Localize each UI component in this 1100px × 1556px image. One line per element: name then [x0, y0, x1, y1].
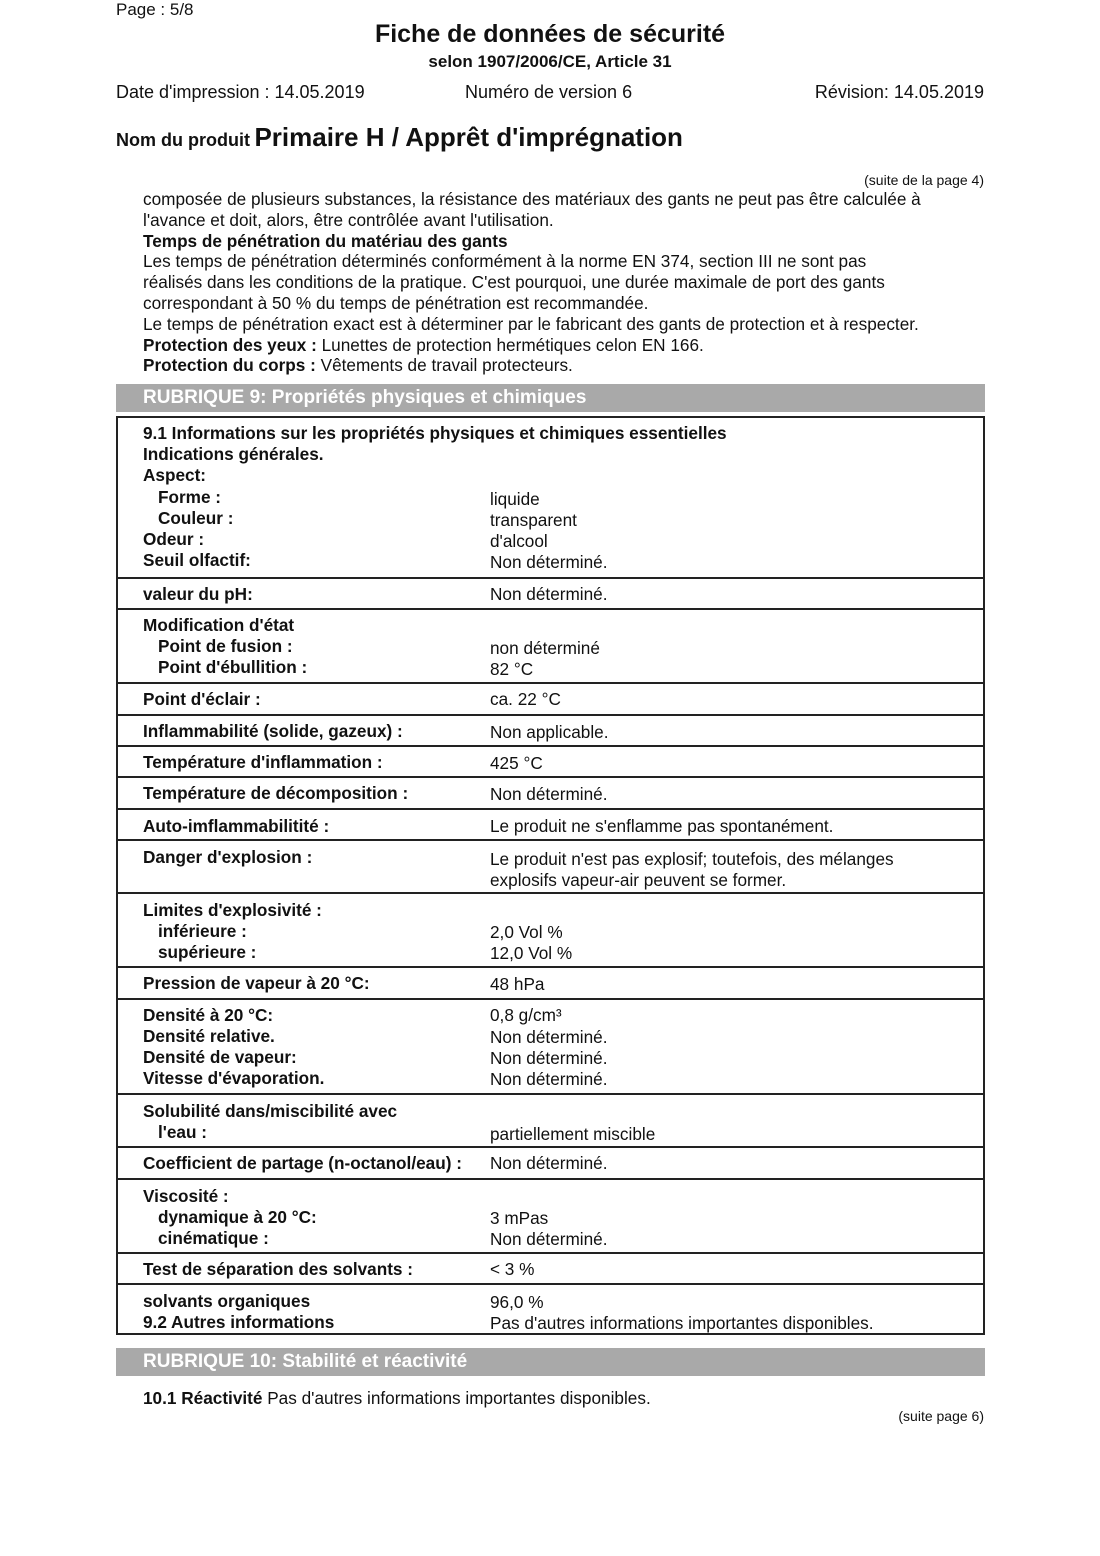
- eye-protection-label: Protection des yeux :: [143, 334, 317, 355]
- row-value: 96,0 %: [490, 1292, 544, 1312]
- revision-date: Révision: 14.05.2019: [814, 82, 984, 102]
- intro-text: [143, 189, 988, 376]
- body-protection-label: Protection du corps :: [143, 355, 316, 376]
- row-value: Non déterminé.: [490, 1048, 608, 1068]
- row-label: Densité à 20 °C:: [143, 1005, 274, 1025]
- row-label: solvants organiques: [143, 1291, 311, 1311]
- row-value: 82 °C: [490, 659, 534, 679]
- row-label: Densité relative.: [143, 1026, 275, 1046]
- row-label: Test de séparation des solvants :: [143, 1259, 413, 1279]
- properties-table: [116, 416, 985, 1335]
- row-value: liquide: [490, 489, 540, 509]
- reactivity-label: 10.1 Réactivité: [143, 1388, 263, 1408]
- body-protection-value: Vêtements de travail protecteurs.: [320, 355, 573, 376]
- row-value: partiellement miscible: [490, 1124, 656, 1144]
- row-value: Non déterminé.: [490, 1229, 608, 1249]
- row-label: Inflammabilité (solide, gazeux) :: [143, 721, 403, 741]
- row-label: Point de fusion :: [158, 636, 293, 656]
- row-label: inférieure :: [158, 921, 247, 941]
- table-row: [118, 808, 983, 839]
- table-row: [118, 998, 983, 1093]
- table-row: [118, 892, 983, 966]
- row-label: dynamique à 20 °C:: [158, 1207, 317, 1227]
- page-number: Page : 5/8: [116, 0, 194, 19]
- document-title: Fiche de données de sécurité: [374, 20, 726, 48]
- row-label: Odeur :: [143, 529, 205, 549]
- row-label: Densité de vapeur:: [143, 1047, 297, 1067]
- print-date: Date d'impression : 14.05.2019: [116, 82, 365, 102]
- row-value: d'alcool: [490, 531, 548, 551]
- table-row: [118, 1178, 983, 1252]
- row-label: Coefficient de partage (n-octanol/eau) :: [143, 1153, 462, 1173]
- product-heading: [116, 122, 683, 153]
- row-value: Le produit ne s'enflamme pas spontanément.: [490, 816, 834, 836]
- section-9-header: RUBRIQUE 9: Propriétés physiques et chimiques: [116, 384, 985, 412]
- row-label: Point d'éclair :: [143, 689, 261, 709]
- table-row: [118, 418, 983, 577]
- product-name: Primaire H / Apprêt d'imprégnation: [254, 122, 683, 152]
- row-label: Viscosité :: [143, 1186, 229, 1206]
- table-row: [118, 776, 983, 808]
- continued-on: (suite page 6): [898, 1408, 984, 1424]
- intro-line: réalisés dans les conditions de la pratique. C'est pourquoi, une durée maximale de port des gants: [143, 272, 885, 293]
- document-subtitle: selon 1907/2006/CE, Article 31: [428, 52, 672, 71]
- row-value: transparent: [490, 510, 577, 530]
- row-label: Aspect:: [143, 465, 207, 485]
- table-row: [118, 714, 983, 745]
- continued-from: (suite de la page 4): [864, 172, 984, 188]
- row-label: cinématique :: [158, 1228, 269, 1248]
- table-row: [118, 745, 983, 776]
- row-label: Température de décomposition :: [143, 783, 409, 803]
- intro-line: l'avance et doit, alors, être contrôlée avant l'utilisation.: [143, 209, 554, 230]
- table-row: [118, 1252, 983, 1283]
- row-value: ca. 22 °C: [490, 689, 561, 709]
- penetration-heading: Temps de pénétration du matériau des gants: [143, 230, 508, 251]
- row-label: Vitesse d'évaporation.: [143, 1068, 325, 1088]
- reactivity-value: Pas d'autres informations importantes disponibles.: [267, 1388, 651, 1408]
- row-value: non déterminé: [490, 638, 600, 658]
- table-row: [118, 1146, 983, 1178]
- row-value: 2,0 Vol %: [490, 922, 563, 942]
- row-label: supérieure :: [158, 942, 257, 962]
- row-value: 48 hPa: [490, 974, 545, 994]
- row-label: Auto-imflammabilitité :: [143, 816, 330, 836]
- row-label: Couleur :: [158, 508, 234, 528]
- row-value: Non déterminé.: [490, 1069, 608, 1089]
- eye-protection-value: Lunettes de protection hermétiques celon EN 166.: [321, 334, 704, 355]
- row-label: Modification d'état: [143, 615, 295, 635]
- table-row: [118, 608, 983, 682]
- row-label: Danger d'explosion :: [143, 847, 313, 867]
- row-label: Indications générales.: [143, 444, 324, 464]
- row-value: Non applicable.: [490, 722, 609, 742]
- row-value: 425 °C: [490, 753, 543, 773]
- row-label: valeur du pH:: [143, 584, 253, 604]
- table-row: [118, 682, 983, 714]
- row-label: Pression de vapeur à 20 °C:: [143, 973, 370, 993]
- row-value: 0,8 g/cm³: [490, 1005, 562, 1025]
- row-value: Non déterminé.: [490, 784, 608, 804]
- row-label: Température d'inflammation :: [143, 752, 383, 772]
- intro-line: composée de plusieurs substances, la résistance des matériaux des gants ne peut pas être calculée à: [143, 189, 921, 209]
- row-label: Limites d'explosivité :: [143, 900, 322, 920]
- intro-line: Le temps de pénétration exact est à déterminer par le fabricant des gants de protection et à respecter.: [143, 313, 919, 334]
- row-value: explosifs vapeur-air peuvent se former.: [490, 870, 787, 890]
- row-label: Point d'ébullition :: [158, 657, 308, 677]
- row-label: Solubilité dans/miscibilité avec: [143, 1101, 398, 1121]
- row-value: Non déterminé.: [490, 1027, 608, 1047]
- row-value: < 3 %: [490, 1259, 535, 1279]
- row-label: 9.2 Autres informations: [143, 1312, 335, 1332]
- table-row: [118, 577, 983, 608]
- row-value: 3 mPas: [490, 1208, 549, 1228]
- row-label: Forme :: [158, 487, 222, 507]
- row-value: Non déterminé.: [490, 584, 608, 604]
- table-row: [118, 966, 983, 998]
- intro-line: Les temps de pénétration déterminés conformément à la norme EN 374, section III ne sont pas: [143, 251, 867, 272]
- row-label: Seuil olfactif:: [143, 550, 251, 570]
- intro-line: correspondant à 50 % du temps de pénétration est recommandée.: [143, 292, 649, 313]
- row-value: Le produit n'est pas explosif; toutefois, des mélanges: [490, 849, 894, 869]
- row-label: l'eau :: [158, 1122, 207, 1142]
- row-value: Non déterminé.: [490, 1153, 608, 1173]
- table-row: [118, 1093, 983, 1146]
- row-value: Non déterminé.: [490, 552, 608, 572]
- table-row: [118, 839, 983, 892]
- row-value: Pas d'autres informations importantes disponibles.: [490, 1313, 874, 1333]
- reactivity-line: [143, 1388, 651, 1409]
- row-label: 9.1 Informations sur les propriétés physiques et chimiques essentielles: [143, 423, 727, 443]
- eye-protection: [143, 335, 988, 356]
- product-label: Nom du produit: [116, 130, 250, 150]
- table-row: [118, 1283, 983, 1333]
- row-value: 12,0 Vol %: [490, 943, 573, 963]
- body-protection: [143, 355, 988, 376]
- version-number: Numéro de version 6: [465, 82, 633, 102]
- section-10-header: RUBRIQUE 10: Stabilité et réactivité: [116, 1348, 985, 1376]
